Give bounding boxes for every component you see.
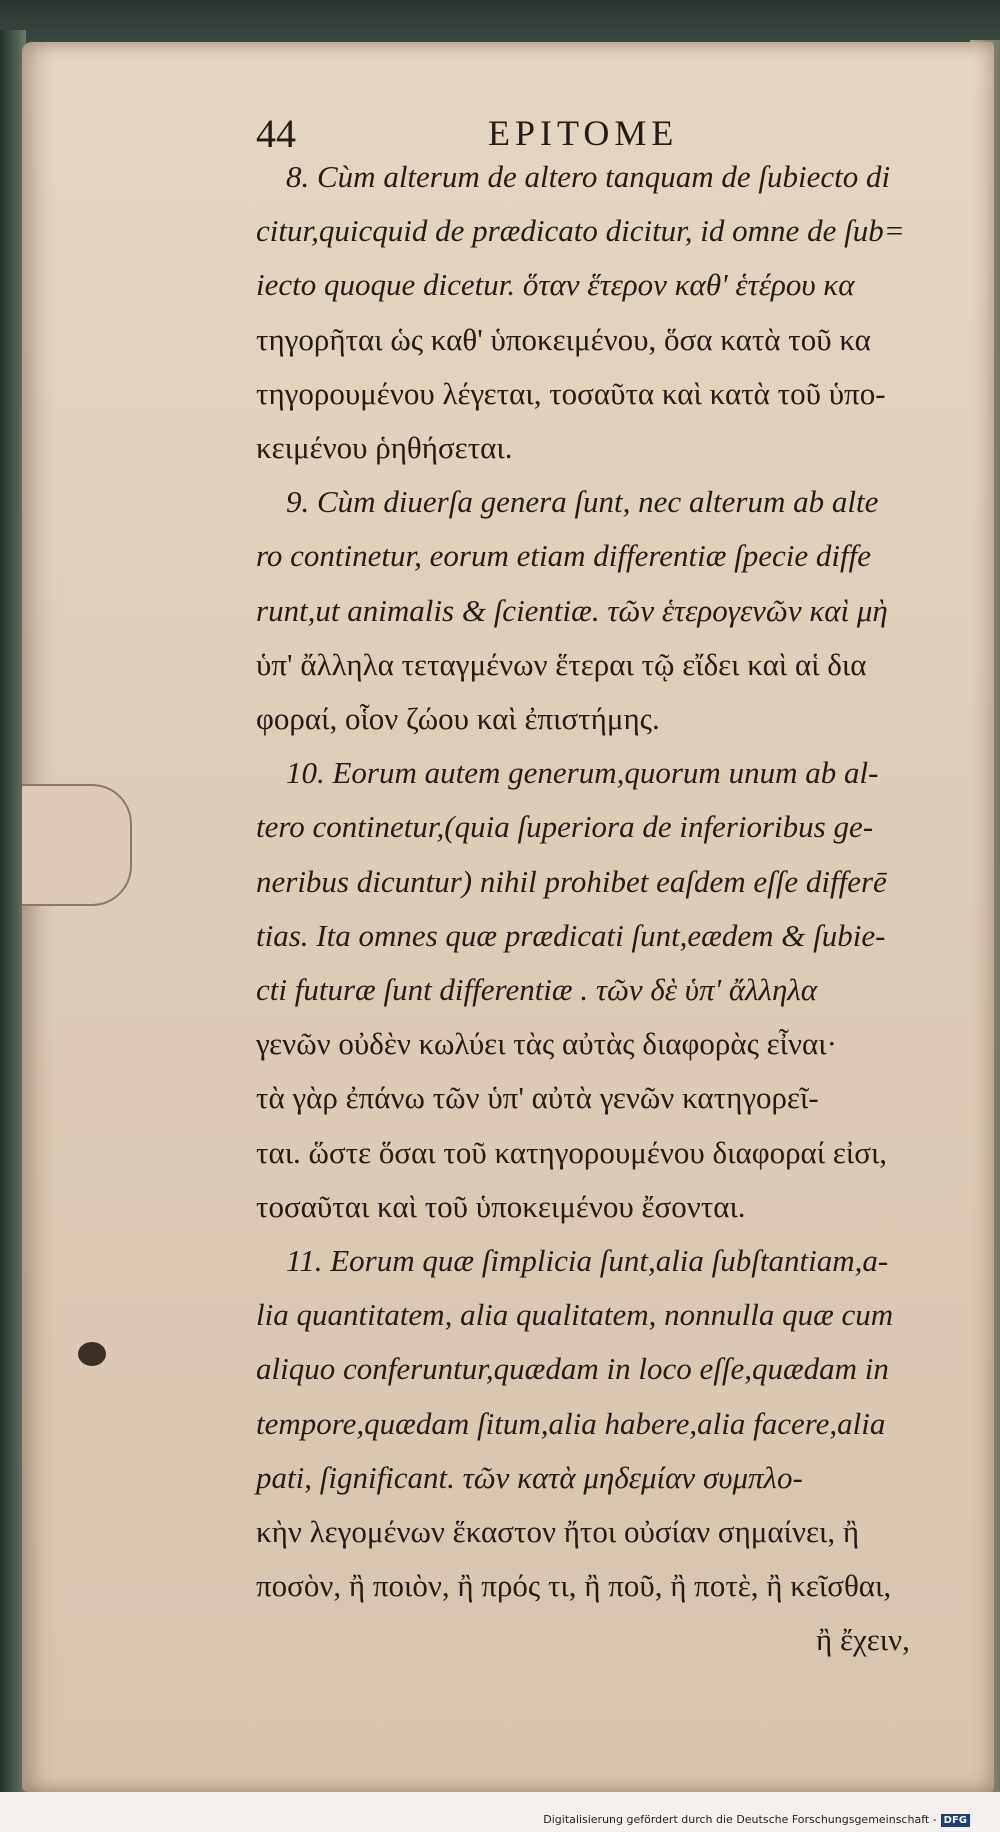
text-line: neribus dicuntur) nihil prohibet eaſdem eſſe differē	[256, 863, 887, 899]
page-number: 44	[256, 111, 296, 156]
text-line: pati, ſignificant. τῶν κατὰ μηδεμίαν συμπλο-	[256, 1459, 803, 1495]
running-title: EPITOME	[488, 113, 679, 153]
text-line: ται. ὥστε ὅσαι τοῦ κατηγορουμένου διαφοραί εἰσι,	[256, 1134, 888, 1170]
text-line: cti futuræ ſunt differentiæ . τῶν δὲ ὑπ' ἄλληλα	[256, 972, 818, 1008]
text-line: ὑπ' ἄλληλα τεταγμένων ἕτεραι τῷ εἴδει καὶ αἱ δια	[256, 646, 867, 682]
text-line: κὴν λεγομένων ἕκαστον ἤτοι οὐσίαν σημαίνει, ἢ	[256, 1514, 860, 1550]
book-cover-top	[0, 0, 1000, 45]
text-line: γενῶν οὐδὲν κωλύει τὰς αὐτὰς διαφορὰς εἶναι·	[256, 1026, 837, 1062]
ink-stain	[78, 1342, 106, 1366]
text-line: tias. Ita omnes quæ prædicati ſunt,eædem & ſubie-	[256, 917, 886, 953]
text-line: tero continetur,(quia ſuperiora de inferioribus ge-	[256, 809, 874, 845]
text-line: ro continetur, eorum etiam differentiæ ſpecie diffe	[256, 538, 872, 574]
text-line: ποσὸν, ἢ ποιὸν, ἢ πρός τι, ἢ ποῦ, ἢ ποτὲ, ἢ κεῖσθαι,	[256, 1568, 892, 1604]
text-line: citur,quicquid de prædicato dicitur, id omne de ſub=	[256, 213, 905, 249]
text-line: κειμένου ῥηθήσεται.	[256, 430, 513, 466]
dfg-logo: DFG	[941, 1814, 970, 1827]
page-tab-marker	[22, 784, 132, 906]
text-line: τοσαῦται καὶ τοῦ ὑποκειμένου ἔσονται.	[256, 1188, 746, 1224]
text-line: 10. Eorum autem generum,quorum unum ab al-	[286, 755, 879, 791]
text-line: 11. Eorum quæ ſimplicia ſunt,alia ſubſtantiam,a-	[286, 1243, 889, 1279]
digitization-credit	[543, 1813, 970, 1827]
text-line: τηγορῆται ὡς καθ' ὑποκειμένου, ὅσα κατὰ τοῦ κα	[256, 321, 871, 357]
text-line: ἢ ἔχειν,	[816, 1622, 910, 1658]
text-line: τὰ γὰρ ἐπάνω τῶν ὑπ' αὐτὰ γενῶν κατηγορεῖ-	[256, 1080, 819, 1116]
text-line: iecto quoque dicetur. ὅταν ἕτερον καθ' ἑτέρου κα	[256, 267, 855, 303]
text-line: runt,ut animalis & ſcientiæ. τῶν ἑτερογενῶν καὶ μὴ	[256, 592, 888, 628]
credit-text: Digitalisierung gefördert durch die Deutsche Forschungsgemeinschaft -	[543, 1813, 937, 1826]
text-line: lia quantitatem, alia qualitatem, nonnulla quæ cum	[256, 1297, 894, 1333]
text-line: 8. Cùm alterum de altero tanquam de ſubiecto di	[286, 159, 891, 194]
text-line: aliquo conferuntur,quædam in loco eſſe,quædam in	[256, 1351, 889, 1387]
text-line: 9. Cùm diuerſa genera ſunt, nec alterum ab alte	[286, 484, 879, 520]
page-body-text	[256, 150, 981, 1668]
text-line: tempore,quædam ſitum,alia habere,alia facere,alia	[256, 1405, 886, 1441]
text-line: φοραί, οἷον ζώου καὶ ἐπιστήμης.	[256, 701, 660, 737]
text-line: τηγορουμένου λέγεται, τοσαῦτα καὶ κατὰ τοῦ ὑπο-	[256, 375, 886, 411]
